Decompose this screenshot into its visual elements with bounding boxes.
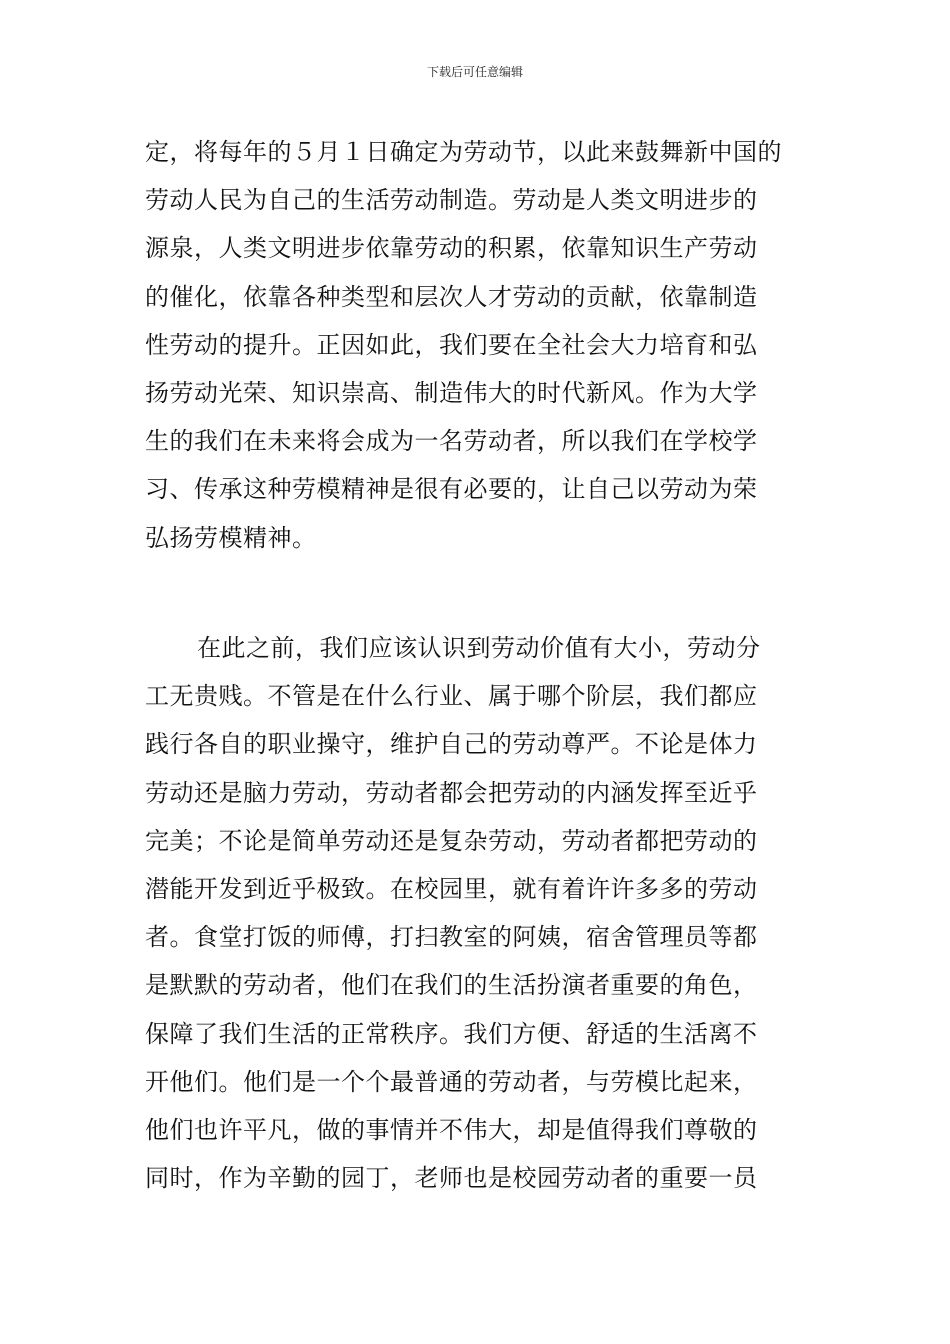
text-line: 劳动还是脑力劳动，劳动者都会把劳动的内涵发挥至近乎: [145, 778, 758, 807]
text-line: 者。食堂打饭的师傅，打扫教室的阿姨，宿舍管理员等都: [145, 923, 758, 952]
text-line: 性劳动的提升。正因如此，我们要在全社会大力培育和弘: [145, 330, 758, 359]
text-line: 扬劳动光荣、知识崇高、制造伟大的时代新风。作为大学: [145, 378, 758, 407]
text-line: 习、传承这种劳模精神是很有必要的，让自己以劳动为荣: [145, 475, 758, 504]
text-line: 的催化，依靠各种类型和层次人才劳动的贡献，依靠制造: [145, 282, 758, 311]
text-line: 保障了我们生活的正常秩序。我们方便、舒适的生活离不: [145, 1019, 758, 1048]
text-line: 定，将每年的５月１日确定为劳动节，以此来鼓舞新中国的: [145, 138, 782, 166]
text-line: 劳动人民为自己的生活劳动制造。劳动是人类文明进步的: [145, 186, 758, 215]
text-line: 生的我们在未来将会成为一名劳动者，所以我们在学校学: [145, 427, 758, 456]
text-line: 完美；不论是简单劳动还是复杂劳动，劳动者都把劳动的: [145, 826, 758, 855]
text-line: 在此之前，我们应该认识到劳动价值有大小，劳动分: [197, 634, 761, 662]
text-line: 弘扬劳模精神。: [145, 523, 317, 552]
paragraph-1: [145, 128, 810, 562]
text-line: 潜能开发到近乎极致。在校园里，就有着许许多多的劳动: [145, 874, 758, 903]
text-line: 同时，作为辛勤的园丁，老师也是校园劳动者的重要一员: [145, 1164, 758, 1193]
page-header: 下载后可任意编辑: [426, 65, 523, 79]
text-line: 是默默的劳动者，他们在我们的生活扮演者重要的角色，: [145, 971, 758, 1000]
text-line: 工无贵贱。不管是在什么行业、属于哪个阶层，我们都应: [145, 682, 758, 711]
text-line: 他们也许平凡，做的事情并不伟大，却是值得我们尊敬的: [145, 1115, 758, 1144]
text-line: 践行各自的职业操守，维护自己的劳动尊严。不论是体力: [145, 730, 758, 759]
text-line: 开他们。他们是一个个最普通的劳动者，与劳模比起来，: [145, 1067, 758, 1096]
paragraph-2: [145, 624, 810, 1202]
text-line: 源泉，人类文明进步依靠劳动的积累，依靠知识生产劳动: [145, 234, 758, 263]
